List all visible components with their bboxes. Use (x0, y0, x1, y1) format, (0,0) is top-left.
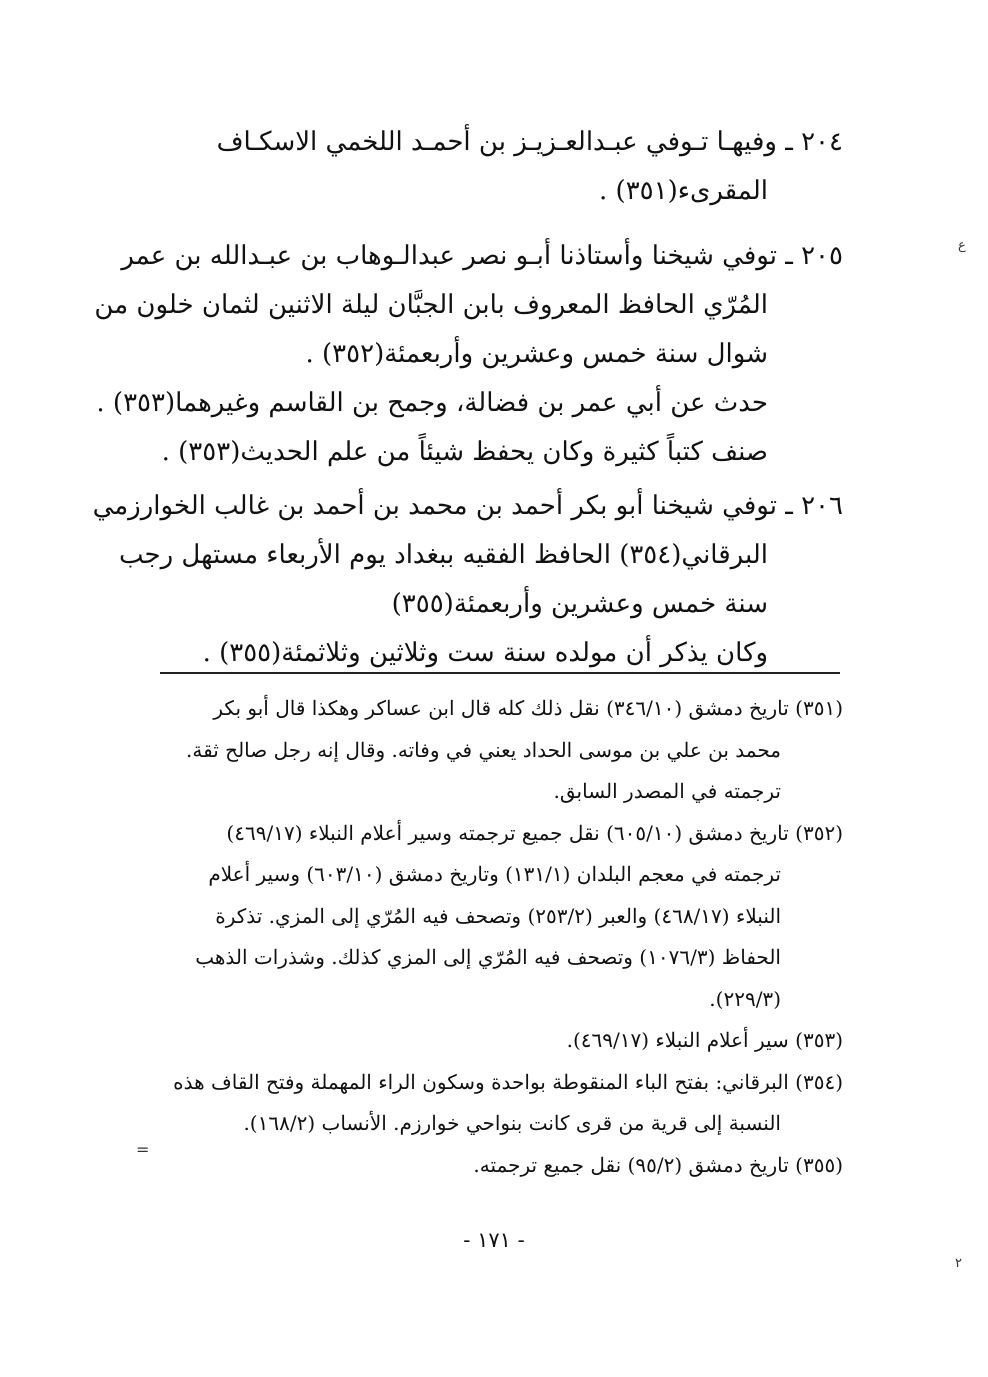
footnote-line: النسبة إلى قرية من قرى كانت بنواحي خوارزم. الأنساب (١٦٨/٢). (243, 1111, 781, 1135)
footnote-line: (٣٥١) تاريخ دمشق (٣٤٦/١٠) نقل ذلك كله قال ابن عساكر وهكذا قال أبو بكر (213, 696, 843, 720)
entry-line: البرقاني(٣٥٤) الحافظ الفقيه ببغداد يوم الأربعاء مستهل رجب (118, 540, 768, 570)
entry-line: سنة خمس وعشرين وأربعمئة(٣٥٥) (391, 589, 768, 619)
page-number: - ١٧١ - (463, 1228, 525, 1252)
footnote-line: الحفاظ (١٠٧٦/٣) وتصحف فيه المُرّي إلى المزي كذلك. وشذرات الذهب (195, 945, 781, 969)
entry-204 (143, 118, 843, 216)
margin-mark: ٢ (955, 1256, 962, 1271)
entry-line: حدث عن أبي عمر بن فضالة، وجمح بن القاسم وغيرهما(٣٥٣) . (96, 388, 768, 418)
entry-line: ٢٠٥ ـ توفي شيخنا وأستاذنا أبـو نصر عبدالـوهاب بن عبـدالله بن عمر (121, 241, 843, 271)
footnote-354 (133, 1062, 843, 1145)
footnote-353 (133, 1020, 843, 1062)
footnote-line: (٢٢٩/٣). (709, 986, 781, 1011)
entry-line: شوال سنة خمس وعشرين وأربعمئة(٣٥٢) . (305, 339, 768, 369)
entry-206 (92, 482, 843, 678)
entry-line: المُرّي الحافظ المعروف بابن الجبَّان ليلة الاثنين لثمان خلون من (94, 290, 768, 320)
footnote-line: (٣٥٢) تاريخ دمشق (٦٠٥/١٠) نقل جميع ترجمته وسير أعلام النبلاء (٤٦٩/١٧) (226, 820, 843, 845)
entry-line: ٢٠٤ ـ وفيهـا تـوفي عبـدالعـزيـز بن أحمـد اللخمي الاسكـاف (216, 127, 843, 157)
footnote-line: (٣٥٣) سير أعلام النبلاء (٤٦٩/١٧). (566, 1028, 843, 1052)
entry-line: المقرىء(٣٥١) . (599, 176, 768, 206)
footnote-divider (160, 672, 840, 674)
entry-205 (94, 232, 843, 477)
entry-line: وكان يذكر أن مولده سنة ست وثلاثين وثلاثمئة(٣٥٥) . (202, 638, 768, 668)
footnote-355 (133, 1145, 843, 1187)
entry-line: صنف كتباً كثيرة وكان يحفظ شيئاً من علم الحديث(٣٥٣) . (161, 437, 768, 467)
entry-line: ٢٠٦ ـ توفي شيخنا أبو بكر أحمد بن محمد بن أحمد بن غالب الخوارزمي (92, 491, 843, 521)
footnote-line: النبلاء (٤٦٨/١٧) والعبر (٢٥٣/٢) وتصحف فيه المُرّي إلى المزي. تذكرة (215, 903, 781, 928)
footnote-line: محمد بن علي بن موسى الحداد يعني في وفاته. وقال إنه رجل صالح ثقة. (186, 737, 781, 762)
margin-mark: = (136, 1140, 150, 1159)
footnote-352 (133, 813, 843, 1021)
footnote-line: (٣٥٤) البرقاني: بفتح الباء المنقوطة بواحدة وسكون الراء المهملة وفتح القاف هذه (173, 1069, 843, 1094)
footnote-line: ترجمته في المصدر السابق. (553, 779, 781, 803)
footnote-351 (133, 688, 843, 813)
margin-mark: ع (958, 238, 966, 253)
footnote-line: ترجمته في معجم البلدان (١٣١/١) وتاريخ دمشق (٦٠٣/١٠) وسير أعلام (208, 862, 781, 886)
footnotes (133, 688, 843, 1186)
footnote-line: (٣٥٥) تاريخ دمشق (٩٥/٢) نقل جميع ترجمته. (473, 1152, 843, 1177)
